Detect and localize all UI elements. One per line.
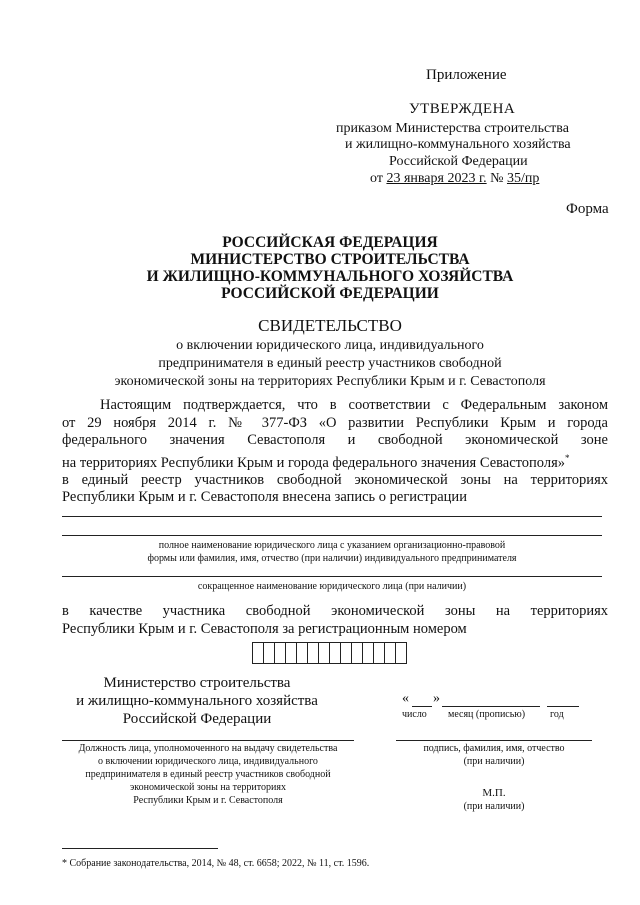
footnote-separator bbox=[62, 848, 218, 849]
approval-line-2: и жилищно-коммунального хозяйства bbox=[345, 137, 571, 152]
document-heading bbox=[60, 234, 600, 302]
full-name-line-2[interactable] bbox=[62, 535, 602, 536]
seal-label: М.П. bbox=[482, 787, 506, 799]
order-prefix: от bbox=[370, 171, 387, 186]
official-line-5: Республики Крым и г. Севастополя bbox=[133, 795, 283, 806]
heading-line-2: МИНИСТЕРСТВО СТРОИТЕЛЬСТВА bbox=[190, 251, 470, 268]
date-year-line[interactable] bbox=[547, 706, 579, 707]
body-line-3: федерального значения Севастополя и свободной экономической зоне bbox=[62, 432, 608, 448]
date-month-caption: месяц (прописью) bbox=[448, 709, 526, 720]
ministry-line-3: Российской Федерации bbox=[122, 711, 272, 727]
approval-line-3: Российской Федерации bbox=[389, 154, 528, 169]
registration-line-2: Республики Крым и г. Севастополя за регистрационным номером bbox=[62, 621, 467, 637]
heading-line-1: РОССИЙСКАЯ ФЕДЕРАЦИЯ bbox=[222, 234, 438, 251]
footnote-mark: * bbox=[565, 452, 570, 463]
body-line-4 bbox=[62, 450, 608, 472]
ministry-block bbox=[62, 674, 332, 728]
registration-line-1: в качестве участника свободной экономической зоны на территориях bbox=[62, 603, 608, 619]
body-line-6: Республики Крым и г. Севастополя внесена запись о регистрации bbox=[62, 489, 467, 506]
signature-line[interactable] bbox=[396, 740, 592, 741]
body-line-5: в единый реестр участников свободной экономической зоны на территориях bbox=[62, 471, 608, 488]
certificate-sub-2: предпринимателя в единый реестр участников свободной bbox=[158, 356, 502, 371]
order-reference bbox=[370, 170, 539, 188]
official-line-2: о включении юридического лица, индивидуального bbox=[98, 756, 318, 767]
certificate-title: СВИДЕТЕЛЬСТВО bbox=[258, 316, 402, 335]
signature-caption-2: (при наличии) bbox=[463, 756, 525, 767]
form-label: Форма bbox=[566, 201, 609, 217]
body-paragraph bbox=[62, 397, 608, 507]
order-no-label: № bbox=[486, 171, 507, 186]
official-line-3: предпринимателя в единый реестр участников свободной bbox=[85, 769, 331, 780]
body-line-2: от 29 ноября 2014 г. № 377-ФЗ «О развитии Республики Крым и города bbox=[62, 414, 608, 431]
approved-label: УТВЕРЖДЕНА bbox=[409, 101, 516, 117]
date-close-quote: » bbox=[433, 691, 440, 706]
short-name-caption: сокращенное наименование юридического лица (при наличии) bbox=[197, 581, 467, 592]
footnote-text: * Собрание законодательства, 2014, № 48, ст. 6658; 2022, № 11, ст. 1596. bbox=[62, 858, 370, 869]
heading-line-4: РОССИЙСКОЙ ФЕДЕРАЦИИ bbox=[221, 285, 439, 302]
ministry-line-2: и жилищно-коммунального хозяйства bbox=[76, 693, 318, 709]
seal-note: (при наличии) bbox=[463, 801, 525, 812]
full-name-caption bbox=[62, 539, 602, 565]
reg-digit-box[interactable] bbox=[395, 642, 407, 664]
certificate-sub-1: о включении юридического лица, индивидуального bbox=[176, 338, 484, 353]
short-name-line[interactable] bbox=[62, 576, 602, 577]
official-position-line[interactable] bbox=[62, 740, 354, 741]
body-line-4-text: на территориях Республики Крым и города федерального значения Севастополя» bbox=[62, 454, 566, 471]
date-year-caption: год bbox=[550, 709, 564, 720]
date-month-line[interactable] bbox=[442, 706, 540, 707]
official-position-caption bbox=[62, 742, 354, 807]
signature-caption bbox=[396, 742, 592, 768]
date-day-line[interactable] bbox=[412, 706, 432, 707]
appendix-label: Приложение bbox=[426, 67, 507, 83]
registration-number-boxes[interactable] bbox=[252, 642, 406, 664]
heading-line-3: И ЖИЛИЩНО-КОММУНАЛЬНОГО ХОЗЯЙСТВА bbox=[146, 268, 514, 285]
order-number: 35/пр bbox=[506, 171, 540, 186]
body-line-1: Настоящим подтверждается, что в соответствии с Федеральным законом bbox=[100, 397, 608, 413]
date-day-caption: число bbox=[402, 709, 427, 720]
ministry-line-1: Министерство строительства bbox=[103, 675, 291, 691]
certificate-sub-3: экономической зоны на территориях Республики Крым и г. Севастополя bbox=[114, 374, 546, 389]
official-line-1: Должность лица, уполномоченного на выдачу свидетельства bbox=[78, 743, 338, 754]
full-name-caption-2: формы или фамилия, имя, отчество (при наличии) индивидуального предпринимателя bbox=[147, 553, 517, 564]
date-open-quote: « bbox=[402, 691, 409, 706]
official-line-4: экономической зоны на территориях bbox=[130, 782, 286, 793]
signature-caption-1: подпись, фамилия, имя, отчество bbox=[423, 743, 565, 754]
full-name-caption-1: полное наименование юридического лица с указанием организационно-правовой bbox=[158, 540, 506, 551]
registration-paragraph bbox=[62, 602, 608, 638]
approval-line-1: приказом Министерства строительства bbox=[336, 121, 569, 136]
full-name-line-1[interactable] bbox=[62, 516, 602, 517]
certificate-subtitle bbox=[60, 337, 600, 391]
order-date: 23 января 2023 г. bbox=[386, 171, 487, 186]
